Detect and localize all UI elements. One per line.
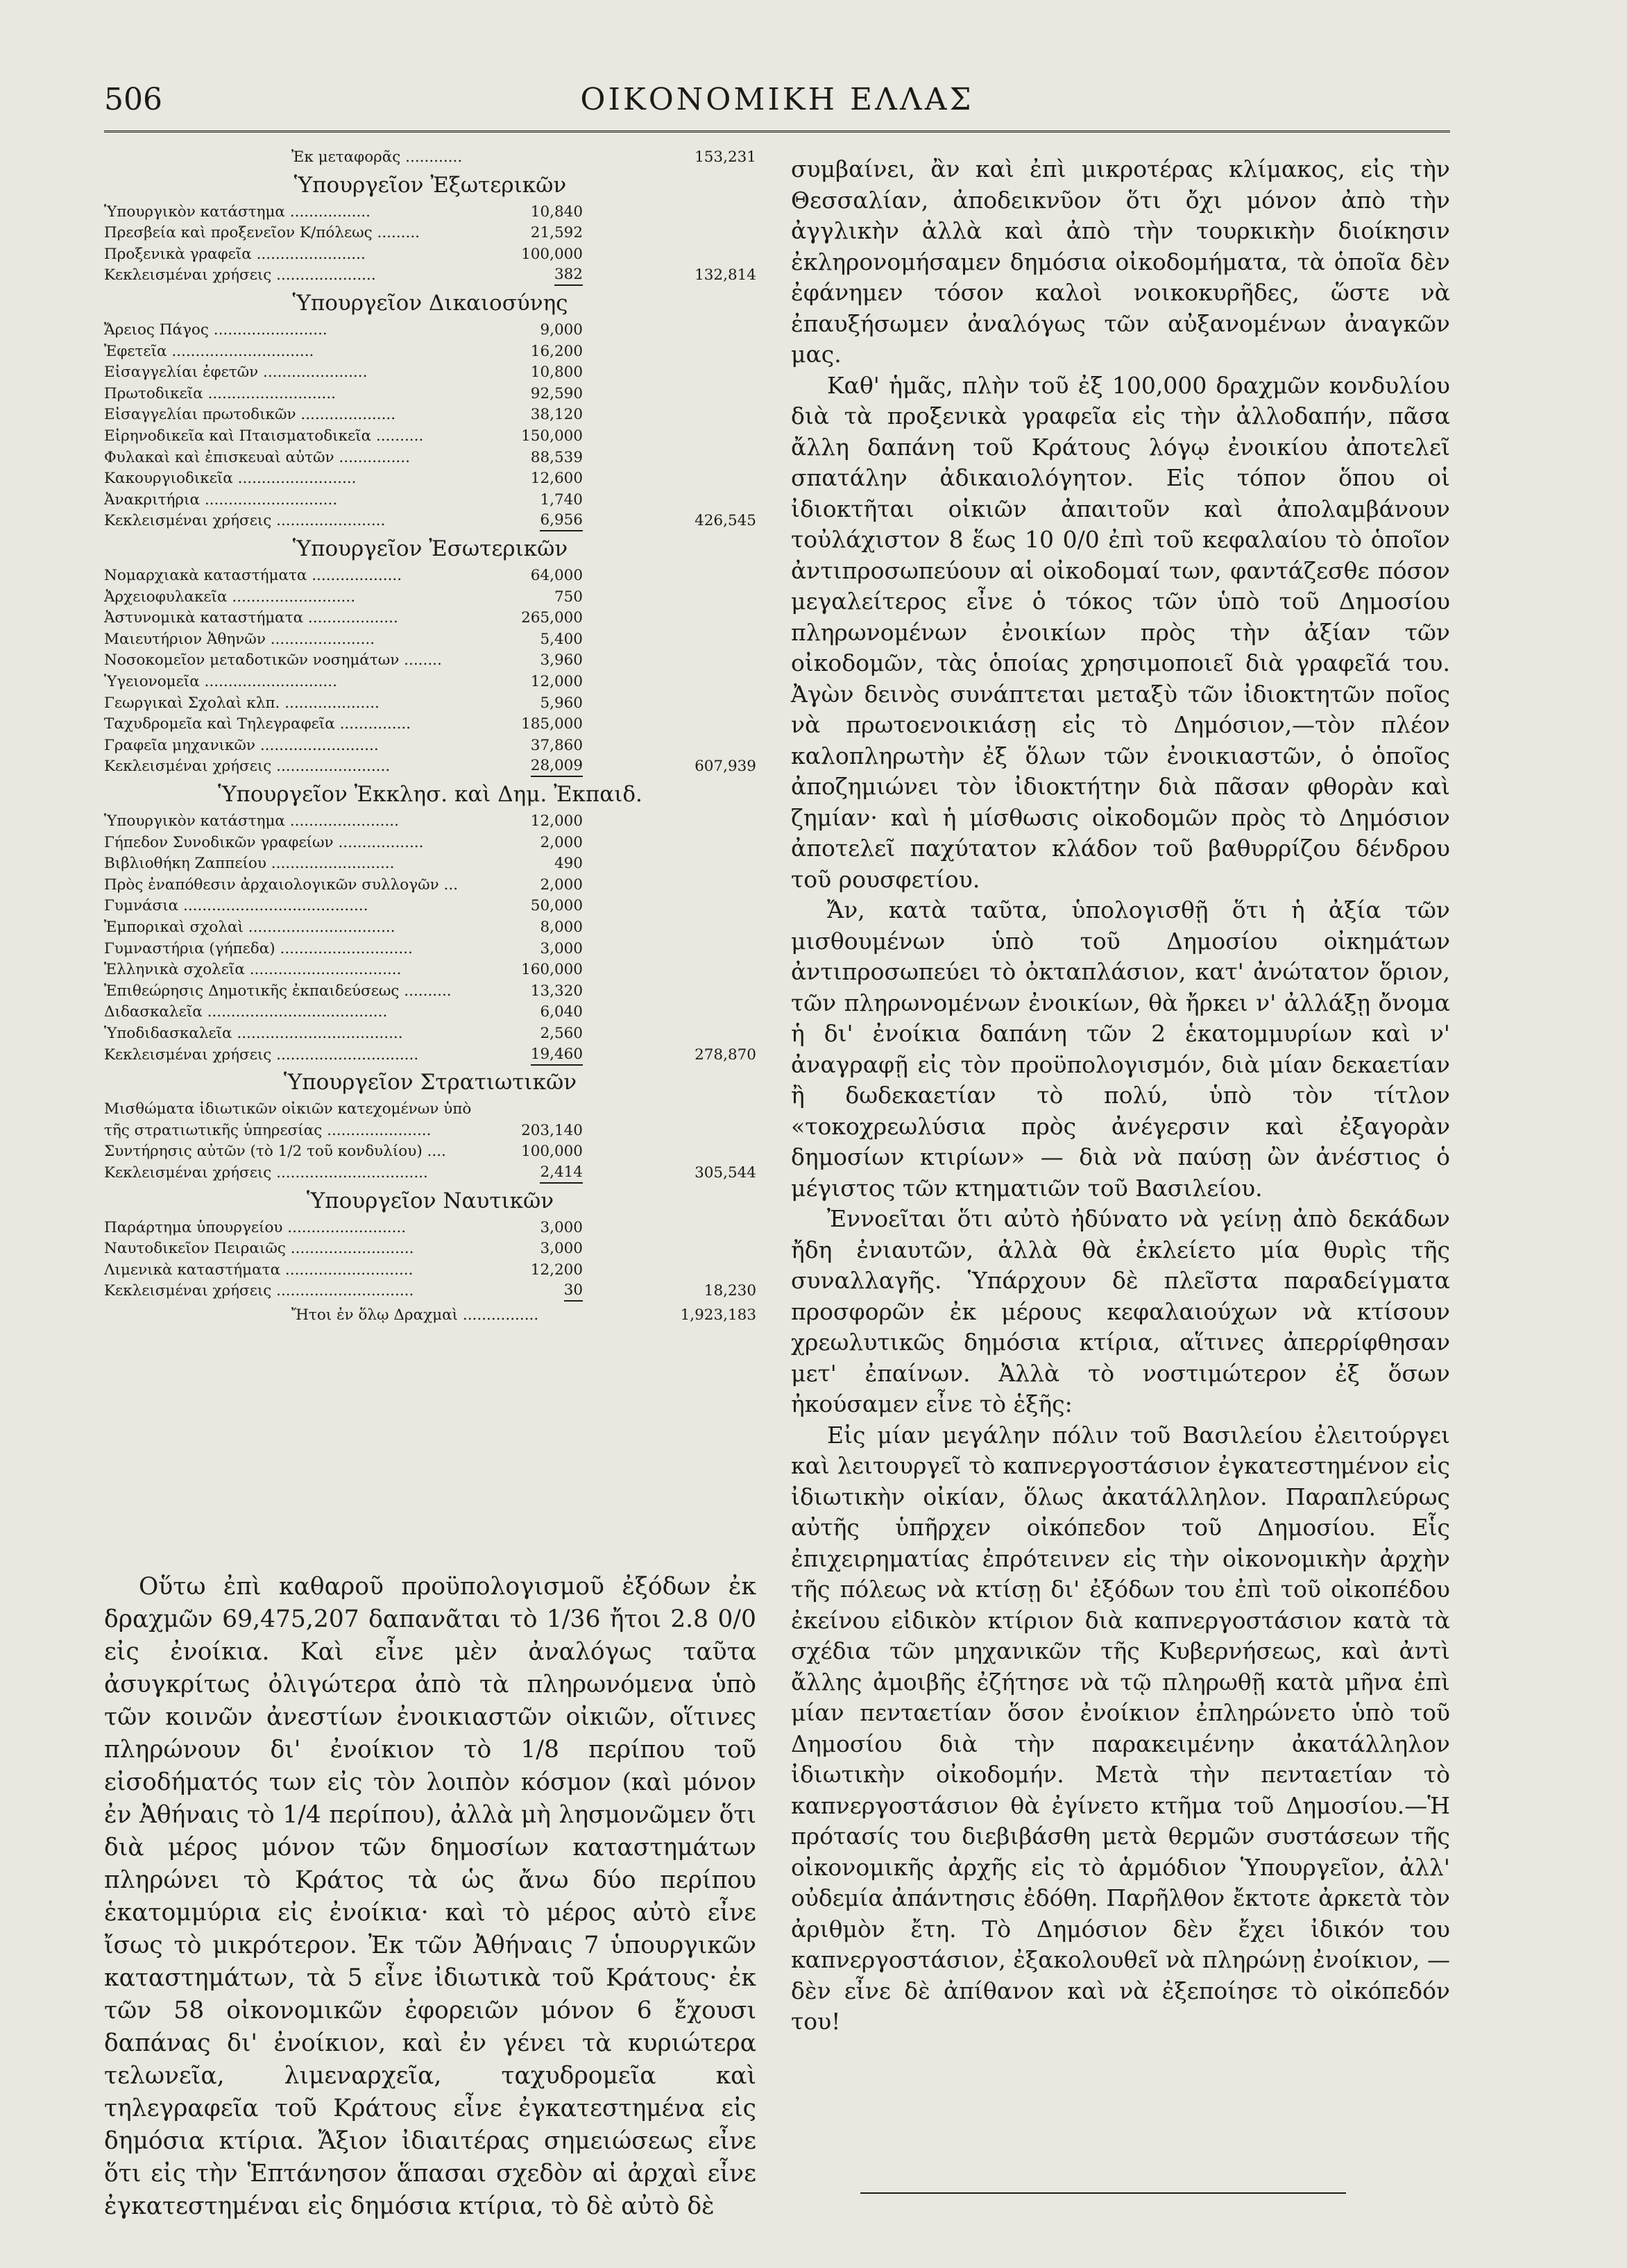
item-amount: 100,000 [521, 1143, 583, 1161]
section-heading [104, 1068, 756, 1096]
section-title: Ὑπουργεῖον Ἐσωτερικῶν [292, 536, 568, 561]
item-label: Ἀνακριτήρια ............................ [104, 491, 338, 509]
item-amount: 9,000 [540, 321, 583, 339]
budget-row [104, 811, 756, 832]
item-label: Πρωτοδικεῖα ........................... [104, 384, 337, 402]
item-amount: 13,320 [530, 982, 583, 1000]
item-label: Νοσοκομεῖον μεταδοτικῶν νοσημάτων ........ [104, 651, 442, 670]
budget-row [104, 362, 756, 383]
item-amount: 750 [554, 588, 583, 606]
budget-row [104, 341, 756, 362]
item-label: Προξενικὰ γραφεῖα ....................... [104, 245, 366, 263]
item-amount: 160,000 [521, 961, 583, 979]
budget-row [104, 1023, 756, 1044]
item-label: Ἐφετεῖα .............................. [104, 342, 314, 360]
item-amount: 37,860 [530, 736, 583, 754]
item-label: Βιβλιοθήκη Ζαππείου .......................... [104, 855, 395, 873]
page-number: 506 [104, 82, 162, 117]
item-label: τῆς στρατιωτικῆς ὑπηρεσίας ...................... [104, 1121, 432, 1139]
budget-row [104, 608, 756, 629]
budget-row [104, 1045, 756, 1066]
section-total: 607,939 [695, 758, 756, 776]
item-amount: 2,560 [540, 1025, 583, 1042]
right-column [791, 154, 1450, 2038]
item-label: Ἐπιθεώρησις Δημοτικῆς ἐκπαιδεύσεως .......... [104, 982, 452, 1000]
item-label: Ναυτοδικεῖον Πειραιῶς .......................... [104, 1240, 414, 1258]
section-total: 305,544 [695, 1164, 756, 1182]
budget-row [104, 650, 756, 671]
item-amount: 64,000 [530, 567, 583, 584]
item-label: Πρεσβεία καὶ προξενεῖον Κ/πόλεως ......... [104, 224, 420, 242]
item-label: Γυμνάσια ....................................... [104, 897, 368, 915]
item-amount: 6,040 [540, 1003, 583, 1021]
item-label: Συντήρησις αὐτῶν (τὸ 1/2 τοῦ κονδυλίου) .... [104, 1143, 446, 1161]
budget-row [104, 1141, 756, 1162]
item-label: Ὑπουργικὸν κατάστημα ....................... [104, 812, 399, 830]
item-amount: 19,460 [531, 1045, 583, 1066]
item-amount: 12,600 [530, 470, 583, 488]
body-paragraph: συμβαίνει, ἂν καὶ ἐπὶ μικροτέρας κλίμακος, εἰς τὴν Θεσσαλίαν, ἀποδεικνῦον ὅτι ὄχι μόνον ἀπὸ τὴν ἀγγλικὴν ἀλλὰ καὶ ἀπὸ τὴν τουρκικὴν διοίκησιν ἐκληρονομήσαμεν δημόσια οἰκοδομήματα, τὰ ὁποῖα δὲν ἐφάνημεν τόσον καλοὶ νοικοκυρῆδες, ὥστε νὰ ἐπαυξήσωμεν ἀναλόγως τῶν αὐξανομένων ἀναγκῶν μας. [791, 155, 1450, 368]
item-amount: 150,000 [521, 427, 583, 445]
page-header [104, 82, 1450, 130]
section-title: Ὑπουργεῖον Στρατιωτικῶν [283, 1070, 577, 1095]
budget-row [104, 320, 756, 341]
item-amount: 3,000 [540, 939, 583, 957]
item-amount: 203,140 [521, 1121, 583, 1139]
item-label: Μαιευτήριον Ἀθηνῶν ...................... [104, 630, 375, 648]
item-label: Κεκλεισμέναι χρήσεις ..................... [104, 266, 376, 284]
item-amount: 2,000 [540, 876, 583, 894]
item-amount: 12,200 [530, 1261, 583, 1279]
budget-row [104, 587, 756, 608]
section-total: 18,230 [704, 1282, 756, 1300]
grand-total-row [104, 1305, 756, 1326]
end-rule [860, 2192, 1346, 2194]
section-title: Ὑπουργεῖον Ναυτικῶν [306, 1188, 554, 1213]
item-label: Παράρτημα ὑπουργείου ......................... [104, 1218, 407, 1236]
section-heading [104, 535, 756, 563]
budget-row [104, 1238, 756, 1259]
item-label: Λιμενικὰ καταστήματα ........................... [104, 1261, 414, 1279]
item-label: Εἰσαγγελίαι ἐφετῶν ...................... [104, 364, 368, 382]
item-label: Κεκλεισμέναι χρήσεις .............................. [104, 1046, 419, 1064]
item-amount: 490 [554, 855, 583, 873]
item-amount: 5,400 [540, 630, 583, 648]
item-label: Κεκλεισμέναι χρήσεις ........................ [104, 758, 391, 776]
item-amount: 5,960 [540, 694, 583, 712]
item-amount: 100,000 [521, 245, 583, 263]
item-amount: 185,000 [521, 715, 583, 733]
item-label: Μισθώματα ἰδιωτικῶν οἰκιῶν κατεχομένων ὑπὸ [104, 1100, 472, 1118]
item-label: Εἰσαγγελίαι πρωτοδικῶν .................... [104, 406, 396, 424]
budget-row [104, 468, 756, 489]
item-amount: 38,120 [530, 406, 583, 424]
budget-row [104, 1120, 756, 1141]
budget-row [104, 384, 756, 404]
item-amount: 6,956 [540, 511, 583, 531]
item-amount: 3,960 [540, 651, 583, 670]
item-amount: 382 [554, 265, 583, 286]
budget-row [104, 629, 756, 650]
section-total: 132,814 [695, 266, 756, 284]
item-label: Γραφεῖα μηχανικῶν ......................... [104, 736, 379, 754]
section-heading [104, 289, 756, 317]
grand-total: 1,923,183 [680, 1306, 756, 1324]
grand-total-label: Ἤτοι ἐν ὅλῳ Δραχμαὶ ................ [291, 1306, 539, 1324]
item-label: Ὑπουργικὸν κατάστημα ................. [104, 203, 370, 221]
item-label: Εἰρηνοδικεῖα καὶ Πταισματοδικεῖα .......... [104, 427, 424, 445]
body-paragraph: Καθ' ἡμᾶς, πλὴν τοῦ ἐξ 100,000 δραχμῶν κονδυλίου διὰ τὰ προξενικὰ γραφεῖα εἰς τὴν ἀλλοδαπήν, πᾶσα ἄλλη δαπάνη τοῦ Κράτους λόγῳ ἐνοικίου ἀποτελεῖ σπατάλην ἀδικαιολόγητον. Εἰς τόπον ὅπου οἱ ἰδιοκτῆται οἰκιῶν ἀπαιτοῦν καὶ ἀπολαμβάνουν τοὐλάχιστον 8 ἕως 10 0/0 ἐπὶ τοῦ κεφαλαίου τὸ ὁποῖον ἀντιπροσωπεύουν αἱ οἰκοδομαί των, φαντάζεσθε πόσον μεγαλείτερος εἶνε ὁ τόκος τῶν ὑπὸ τοῦ Δημοσίου πληρωνομένων ἐνοικίων πρὸς τὴν ἀξίαν τῶν οἰκοδομῶν, τὰς ὁποίας χρησιμοποιεῖ διὰ γραφεῖά του. Ἀγὼν δεινὸς συνάπτεται μεταξὺ τῶν ἰδιοκτητῶν ποῖος νὰ πρωτοενοικιάσῃ εἰς τὸ Δημόσιον,—τὸν πλέον καλοπληρωτὴν ἐξ ὅλων τῶν ἐνοικιαστῶν, ὁ ὁποῖος ἀποζημιώνει τὸν ἰδιοκτήτην διὰ πᾶσαν φθορὰν καὶ ζημίαν· καὶ ἡ μίσθωσις οἰκοδομῶν πρὸς τὸ Δημόσιον ἀποτελεῖ παχύτατον κλάδον τοῦ βαθυρρίζου δένδρου τοῦ ρουσφετίου. [791, 371, 1450, 893]
section-heading [104, 171, 756, 199]
budget-row [104, 223, 756, 244]
item-label: Κεκλεισμέναι χρήσεις ....................... [104, 512, 386, 530]
item-amount: 8,000 [540, 919, 583, 936]
budget-row [104, 511, 756, 531]
item-label: Ἀστυνομικὰ καταστήματα ................... [104, 609, 398, 627]
section-total: 278,870 [695, 1046, 756, 1064]
item-amount: 12,000 [530, 673, 583, 690]
budget-row [104, 672, 756, 692]
budget-row [104, 1281, 756, 1302]
budget-row [104, 447, 756, 468]
item-amount: 10,800 [530, 364, 583, 382]
item-amount: 2,414 [540, 1163, 583, 1184]
section-total: 426,545 [695, 512, 756, 530]
budget-row [104, 875, 756, 896]
section-heading [104, 1187, 756, 1215]
item-amount: 50,000 [530, 897, 583, 915]
budget-row [104, 735, 756, 756]
item-amount: 28,009 [531, 756, 583, 777]
budget-row [104, 565, 756, 586]
left-body-text [104, 1571, 756, 2223]
budget-row [104, 244, 756, 265]
budget-row [104, 896, 756, 916]
budget-row [104, 404, 756, 425]
item-amount: 265,000 [521, 609, 583, 627]
item-amount: 30 [564, 1281, 583, 1302]
running-title: ΟΙΚΟΝΟΜΙΚΗ ΕΛΛΑΣ [580, 82, 974, 117]
item-amount: 3,000 [540, 1240, 583, 1258]
body-paragraph: Εἰς μίαν μεγάλην πόλιν τοῦ Βασιλείου ἐλειτούργει καὶ λειτουργεῖ τὸ καπνεργοστάσιον ἐγκατεστημένον εἰς ἰδιωτικὴν οἰκίαν, ὅλως ἀκατάλληλον. Παραπλεύρως αὐτῆς ὑπῆρχεν οἰκόπεδον τοῦ Δημοσίου. Εἷς ἐπιχειρηματίας ἐπρότεινεν εἰς τὴν οἰκονομικὴν ἀρχὴν τῆς πόλεως νὰ κτίσῃ δι' ἐξόδων του ἐπὶ τοῦ οἰκοπέδου ἐκείνου εἰδικὸν κτίριον διὰ καπνεργοστάσιον κατὰ τὰ σχέδια τῶν μηχανικῶν τῆς Κυβερνήσεως, καὶ ἀντὶ ἄλλης ἀμοιβῆς ἐζήτησε νὰ τῷ πληρωθῇ κατὰ μῆνα ἐπὶ μίαν πενταετίαν ὅσον ἐνοίκιον ἐπληρώνετο ὑπὸ τοῦ Δημοσίου διὰ τὴν παρακειμένην ἀκατάλληλον ἰδιωτικὴν οἰκοδομήν. Μετὰ τὴν πενταετίαν τὸ καπνεργοστάσιον θὰ ἐγίνετο κτῆμα τοῦ Δημοσίου.—Ἡ πρότασίς του διεβιβάσθη μετὰ θερμῶν συστάσεων τῆς οἰκονομικῆς ἀρχῆς εἰς τὸ ἁρμόδιον Ὑπουργεῖον, ἀλλ' οὐδεμία ἀπάντησις ἐδόθη. Παρῆλθον ἔκτοτε ἀρκετὰ τὸν ἀριθμὸν ἔτη. Τὸ Δημόσιον δὲν ἔχει ἰδικόν του καπνεργοστάσιον, ἐξακολουθεῖ νὰ πληρώνῃ ἐνοίκιον, — δὲν εἶνε δὲ ἀπίθανον καὶ νὰ ἐξεποίησε τὸ οἰκόπεδόν του! [791, 1421, 1450, 2035]
item-label: Νομαρχιακὰ καταστήματα ................... [104, 567, 402, 584]
item-label: Γεωργικαὶ Σχολαὶ κλπ. .................... [104, 694, 380, 712]
budget-row [104, 917, 756, 938]
carry-forward-total: 153,231 [695, 148, 756, 166]
item-label: Διδασκαλεῖα ...................................... [104, 1003, 388, 1021]
item-amount: 10,840 [530, 203, 583, 221]
item-amount: 16,200 [530, 342, 583, 360]
item-label: Ἀρχειοφυλακεῖα .......................... [104, 588, 356, 606]
carry-forward-label: Ἐκ μεταφορᾶς ............ [291, 148, 463, 166]
item-label: Κακουργιοδικεῖα ......................... [104, 470, 357, 488]
budget-row [104, 693, 756, 714]
item-amount: 88,539 [530, 448, 583, 466]
section-heading [104, 781, 756, 808]
carry-forward-row [104, 147, 756, 168]
item-amount: 12,000 [530, 812, 583, 830]
item-amount: 1,740 [540, 491, 583, 509]
item-label: Κεκλεισμέναι χρήσεις ................................ [104, 1164, 428, 1182]
budget-row [104, 490, 756, 511]
budget-row [104, 960, 756, 980]
item-label: Ταχυδρομεῖα καὶ Τηλεγραφεῖα ............... [104, 715, 411, 733]
item-amount: 2,000 [540, 833, 583, 851]
item-label: Ἐμπορικαὶ σχολαὶ ............................... [104, 919, 395, 936]
item-label: Ὑποδιδασκαλεῖα ................................... [104, 1025, 403, 1042]
budget-row [104, 1099, 756, 1120]
item-label: Κεκλεισμέναι χρήσεις ............................. [104, 1282, 414, 1300]
budget-row [104, 202, 756, 223]
body-paragraph: Ἄν, κατὰ ταῦτα, ὑπολογισθῇ ὅτι ἡ ἀξία τῶν μισθουμένων ὑπὸ τοῦ Δημοσίου οἰκημάτων ἀντιπροσωπεύει τὸ ὀκταπλάσιον, κατ' ἀνώτατον ὅριον, τῶν πληρωνομένων ἐνοικίων, θὰ ἤρκει ν' ἀλλάξῃ ὄνομα ἡ δι' ἐνοίκια δαπάνη τῶν 2 ἑκατομμυρίων καὶ ν' ἀναγραφῇ εἰς τὸν προϋπολογισμόν, διὰ μίαν δεκαετίαν ἢ δωδεκαετίαν τὸ πολύ, ὑπὸ τὸν τίτλον «τοκοχρεωλύσια πρὸς ἀνέγερσιν καὶ ἐξαγορὰν δημοσίων κτιρίων» — διὰ νὰ παύσῃ ὢν ἀνέστιος ὁ μέγιστος τῶν κτηματιῶν τοῦ Βασιλείου. [791, 896, 1450, 1202]
item-label: Γυμναστήρια (γήπεδα) ............................ [104, 939, 413, 957]
header-rule [104, 130, 1450, 133]
budget-row [104, 1163, 756, 1184]
body-paragraph: Οὕτω ἐπὶ καθαροῦ προϋπολογισμοῦ ἐξόδων ἐκ δραχμῶν 69,475,207 δαπανᾶται τὸ 1/36 ἤτοι 2.8 0/0 εἰς ἐνοίκια. Καὶ εἶνε μὲν ἀναλόγως ταῦτα ἀσυγκρίτως ὀλιγώτερα ἀπὸ τὰ πληρωνόμενα ὑπὸ τῶν κοινῶν ἀνεστίων ἐνοικιαστῶν οἰκιῶν, οἵτινες πληρώνουν δι' ἐνοίκιον τὸ 1/8 περίπου τοῦ εἰσοδήματός των εἰς τὸν λοιπὸν κόσμον (καὶ μόνον ἐν Ἀθήναις τὸ 1/4 περίπου), ἀλλὰ μὴ λησμονῶμεν ὅτι διὰ μέρος μόνον τῶν δημοσίων καταστημάτων πληρώνει τὸ Κράτος τὰ ὡς ἄνω δύο περίπου ἑκατομμύρια εἰς ἐνοίκια· καὶ τὸ μέρος αὐτὸ εἶνε ἴσως τὸ μικρότερον. Ἐκ τῶν Ἀθήναις 7 ὑπουργικῶν καταστημάτων, τὰ 5 εἶνε ἰδιωτικὰ τοῦ Κράτους· ἐκ τῶν 58 οἰκονομικῶν ἐφορειῶν μόνον 6 ἔχουσι δαπάνας δι' ἐνοίκιον, καὶ ἐν γένει τὰ κυριώτερα τελωνεῖα, λιμεναρχεῖα, ταχυδρομεῖα καὶ τηλεγραφεῖα τοῦ Κράτους εἶνε ἐγκατεστημένα εἰς δημόσια κτίρια. Ἄξιον ἰδιαιτέρας σημειώσεως εἶνε ὅτι εἰς τὴν Ἑπτάνησον ἅπασαι σχεδὸν αἱ ἀρχαὶ εἶνε ἐγκατεστημέναι εἰς δημόσια κτίρια, τὸ δὲ αὐτὸ δὲ [104, 1573, 756, 2220]
item-label: Ὑγειονομεῖα ............................ [104, 673, 337, 690]
budget-row [104, 1218, 756, 1238]
item-amount: 21,592 [530, 224, 583, 242]
budget-row [104, 756, 756, 777]
budget-row [104, 1260, 756, 1281]
budget-row [104, 714, 756, 735]
body-paragraph: Ἐννοεῖται ὅτι αὐτὸ ἠδύνατο νὰ γείνῃ ἀπὸ δεκάδων ἤδη ἐνιαυτῶν, ἀλλὰ θὰ ἐκλείετο μία θυρὶς τῆς συναλλαγῆς. Ὑπάρχουν δὲ πλεῖστα παραδείγματα προσφορῶν ἐκ μέρους κεφαλαιούχων νὰ κτίσουν χρεωλυτικῶς δημόσια κτίρια, αἵτινες ἀπερρίφθησαν μετ' ἐπαίνων. Ἀλλὰ τὸ νοστιμώτερον ἐξ ὅσων ἠκούσαμεν εἶνε τὸ ἑξῆς: [791, 1205, 1450, 1417]
item-label: Ἑλληνικὰ σχολεῖα ................................ [104, 961, 402, 979]
item-amount: 3,000 [540, 1218, 583, 1236]
budget-row [104, 981, 756, 1002]
budget-row [104, 265, 756, 286]
budget-row [104, 853, 756, 874]
budget-row [104, 939, 756, 960]
item-label: Πρὸς ἐναπόθεσιν ἀρχαιολογικῶν συλλογῶν ... [104, 876, 459, 894]
budget-row [104, 426, 756, 447]
budget-row [104, 1002, 756, 1023]
section-title: Ὑπουργεῖον Ἐκκλησ. καὶ Δημ. Ἐκπαιδ. [218, 782, 642, 807]
item-label: Φυλακαὶ καὶ ἐπισκευαὶ αὐτῶν ............... [104, 448, 410, 466]
item-label: Γήπεδον Συνοδικῶν γραφείων .................. [104, 833, 424, 851]
item-amount: 92,590 [530, 384, 583, 402]
section-title: Ὑπουργεῖον Δικαιοσύνης [292, 291, 568, 316]
budget-row [104, 833, 756, 853]
item-label: Ἄρειος Πάγος ........................ [104, 321, 327, 339]
section-title: Ὑπουργεῖον Ἐξωτερικῶν [293, 172, 567, 198]
